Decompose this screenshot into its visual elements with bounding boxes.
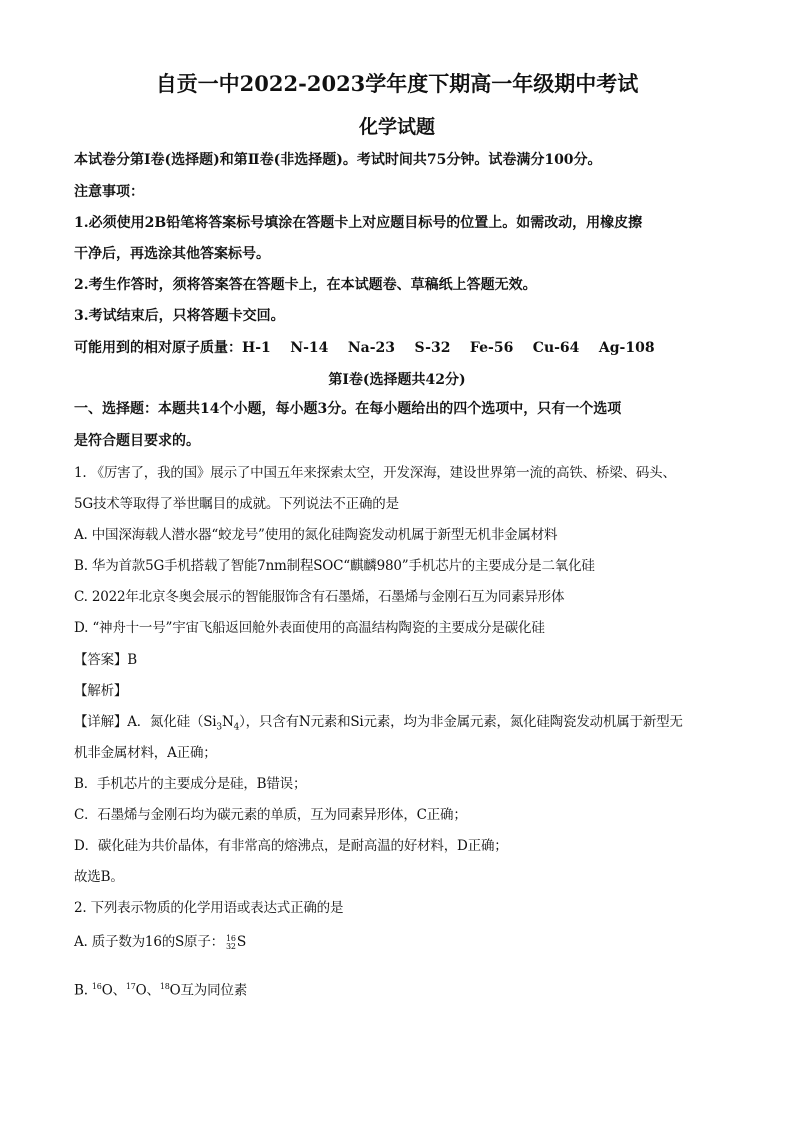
q1-stem-cont: 5G技术等取得了举世瞩目的成就。下列说法不正确的是	[74, 496, 399, 512]
separator-2: 、	[146, 982, 160, 999]
q1-option-a: A. 中国深海载人潜水器“蛟龙号”使用的氮化硅陶瓷发动机属于新型无机非金属材料	[74, 527, 558, 543]
q1-detail-b: B．手机芯片的主要成分是硅，B错误；	[74, 776, 307, 792]
note-2: 2.考生作答时，须将答案答在答题卡上，在本试题卷、草稿纸上答题无效。	[74, 277, 537, 293]
q1-number: 1.	[74, 465, 87, 481]
si-subscript: 3	[216, 722, 222, 733]
q1-option-c: C. 2022年北京冬奥会展示的智能服饰含有石墨烯，石墨烯与金刚石互为同素异形体	[74, 589, 565, 605]
oxygen-symbol-2: O	[135, 982, 147, 999]
note-3: 3.考试结束后，只将答题卡交回。	[74, 308, 285, 324]
oxygen-symbol-3: O	[169, 982, 181, 999]
q2-option-b-label: B.	[74, 982, 88, 999]
q1-stem	[74, 463, 676, 483]
note-1-cont: 干净后，再选涂其他答案标号。	[74, 246, 270, 262]
q2-option-b	[74, 977, 247, 1001]
note-1: 1.必须使用2B铅笔将答案标号填涂在答题卡上对应题目标号的位置上。如需改动，用橡皮擦	[74, 215, 643, 231]
exam-title: 自贡一中2022-2023学年度下期高一年级期中考试	[155, 71, 639, 96]
q2-option-a-text: A. 质子数为16的S原子：	[74, 934, 224, 950]
part1-instruction: 一、选择题：本题共14个小题，每小题3分。在每小题给出的四个选项中，只有一个选项	[74, 401, 622, 417]
separator-1: 、	[112, 982, 126, 999]
q2-option-a	[74, 932, 246, 952]
part1-instruction-cont: 是符合题目要求的。	[74, 433, 200, 449]
q2-stem-text: 下列表示物质的化学用语或表达式正确的是	[90, 900, 344, 916]
q1-analysis: 【解析】	[74, 683, 128, 699]
q2-stem	[74, 898, 343, 918]
nuclide-symbol: S	[236, 934, 247, 950]
oxygen-symbol-1: O	[101, 982, 113, 999]
exam-subtitle: 化学试题	[358, 116, 435, 138]
isotope-mass-16: 16	[91, 982, 102, 991]
section1-heading: 第Ⅰ卷(选择题共42分)	[328, 372, 466, 388]
nuclide-bottom-number: 32	[225, 941, 236, 951]
atomic-masses: 可能用到的相对原子质量：H-1 N-14 Na-23 S-32 Fe-56 Cu-64 Ag-108	[74, 340, 655, 356]
q1-detail-suffix: ），只含有N元素和Si元素，均为非金属元素，氮化硅陶瓷发动机属于新型无	[239, 714, 683, 730]
nitrogen-symbol: N	[221, 714, 234, 730]
q1-conclusion: 故选B。	[74, 869, 124, 885]
nuclide-top-number: 16	[225, 933, 236, 943]
isotope-mass-18: 18	[159, 982, 170, 991]
q1-stem-text: 《厉害了，我的国》展示了中国五年来探索太空，开发深海，建设世界第一流的高铁、桥梁、码头、	[90, 465, 676, 481]
notes-heading: 注意事项：	[74, 184, 144, 200]
q1-answer: 【答案】B	[74, 652, 137, 668]
q1-detail-prefix: 【详解】A．氮化硅（Si	[74, 714, 217, 730]
q2-option-b-tail: 互为同位素	[180, 982, 247, 999]
q1-detail-d: D．碳化硅为共价晶体，有非常高的熔沸点，是耐高温的好材料，D正确；	[74, 838, 508, 854]
nuclide-notation	[226, 935, 236, 951]
n-subscript: 4	[233, 722, 240, 733]
isotope-mass-17: 17	[125, 982, 136, 991]
q1-option-d: D. “神舟十一号”宇宙飞船返回舱外表面使用的高温结构陶瓷的主要成分是碳化硅	[74, 620, 545, 636]
q1-detail-c: C．石墨烯与金刚石均为碳元素的单质，互为同素异形体，C正确；	[74, 807, 467, 823]
q1-detail-a	[74, 712, 683, 738]
q1-option-b: B. 华为首款5G手机搭载了智能7nm制程SOC“麒麟980”手机芯片的主要成分是二氧化硅	[74, 558, 595, 574]
intro-text: 本试卷分第Ⅰ卷(选择题)和第Ⅱ卷(非选择题)。考试时间共75分钟。试卷满分100分。	[74, 152, 602, 168]
q1-detail-a-cont: 机非金属材料，A正确；	[74, 745, 217, 761]
q2-number: 2.	[74, 900, 87, 916]
